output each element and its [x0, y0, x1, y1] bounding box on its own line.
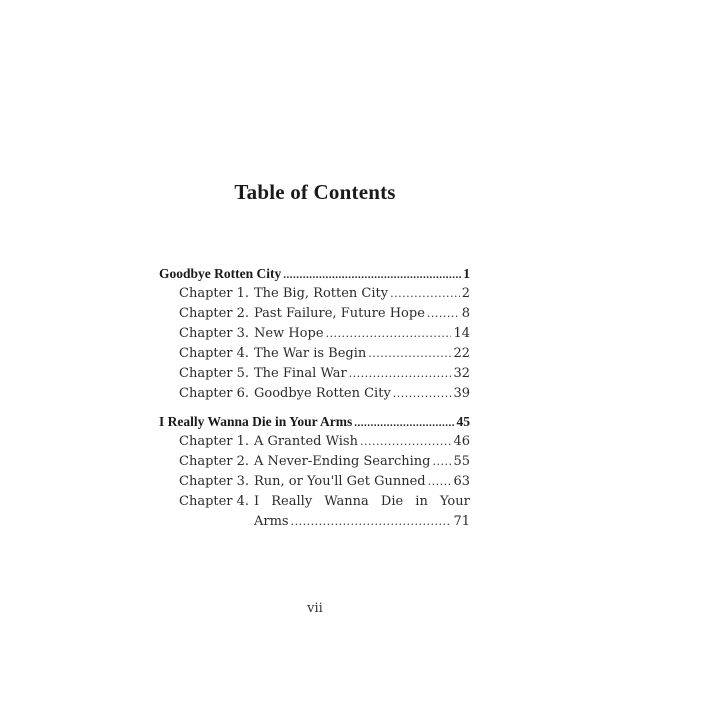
chapter-number: Chapter 2.: [179, 306, 250, 321]
chapter-title: The Final War: [254, 366, 347, 381]
chapter-number: Chapter 1.: [179, 286, 250, 301]
toc-chapter-row[interactable]: [159, 472, 470, 492]
page-number: 46: [453, 434, 470, 449]
chapter-title: I Really Wanna Die in Your: [254, 494, 470, 509]
dot-leader: [291, 512, 452, 532]
chapter-number: Chapter 3.: [179, 474, 250, 489]
chapter-title: Goodbye Rotten City: [254, 386, 391, 401]
dot-leader: [393, 384, 452, 404]
page-number: 1: [463, 266, 470, 281]
page-number: 32: [453, 366, 470, 381]
dot-leader: [326, 324, 452, 344]
toc-part-i-really-wanna-die[interactable]: [159, 412, 470, 432]
chapter-title: The War is Begin: [254, 346, 367, 361]
page-number: 63: [453, 474, 470, 489]
chapter-number: Chapter 2.: [179, 454, 250, 469]
chapter-number: Chapter 3.: [179, 326, 250, 341]
toc-chapter-row[interactable]: [159, 364, 470, 384]
dot-leader: [354, 413, 454, 433]
dot-leader: [283, 265, 461, 285]
page-number: 22: [453, 346, 470, 361]
page-folio: vii: [307, 601, 323, 616]
page-title: Table of Contents: [234, 180, 396, 204]
chapter-title: A Granted Wish: [254, 434, 358, 449]
chapter-title: Past Failure, Future Hope: [254, 306, 425, 321]
page-number: 8: [461, 306, 470, 321]
dot-leader: [428, 472, 452, 492]
chapter-title-continuation: Arms: [254, 514, 289, 529]
chapter-number: Chapter 1.: [179, 434, 250, 449]
chapter-number: Chapter 4.: [179, 346, 250, 361]
toc-chapter-row[interactable]: [159, 492, 470, 512]
toc-chapter-row[interactable]: [159, 432, 470, 452]
part-title: I Really Wanna Die in Your Arms: [159, 414, 353, 429]
toc-chapter-row-continuation[interactable]: [159, 512, 470, 532]
dot-leader: [390, 284, 460, 304]
chapter-number: Chapter 4.: [179, 494, 250, 509]
toc-chapter-row[interactable]: [159, 384, 470, 404]
page-number: 71: [453, 514, 470, 529]
toc-chapter-row[interactable]: [159, 304, 470, 324]
chapter-number: Chapter 5.: [179, 366, 250, 381]
chapter-title: New Hope: [254, 326, 324, 341]
page-number: 45: [456, 414, 470, 429]
dot-leader: [432, 452, 451, 472]
page-number: 39: [453, 386, 470, 401]
toc-chapter-row[interactable]: [159, 284, 470, 304]
dot-leader: [368, 344, 451, 364]
part-title: Goodbye Rotten City: [159, 266, 282, 281]
toc-chapter-row[interactable]: [159, 324, 470, 344]
page-number: 55: [453, 454, 470, 469]
part-separator: [159, 404, 470, 412]
chapter-title: A Never-Ending Searching: [254, 454, 431, 469]
page-number: 2: [461, 286, 470, 301]
dot-leader: [427, 304, 460, 324]
chapter-number: Chapter 6.: [179, 386, 250, 401]
toc-part-goodbye-rotten-city[interactable]: [159, 264, 470, 284]
chapter-title: Run, or You'll Get Gunned: [254, 474, 426, 489]
toc-chapter-row[interactable]: [159, 344, 470, 364]
toc-chapter-row[interactable]: [159, 452, 470, 472]
page-number: 14: [453, 326, 470, 341]
dot-leader: [349, 364, 452, 384]
chapter-title: The Big, Rotten City: [254, 286, 389, 301]
dot-leader: [360, 432, 452, 452]
table-of-contents: [159, 264, 470, 532]
